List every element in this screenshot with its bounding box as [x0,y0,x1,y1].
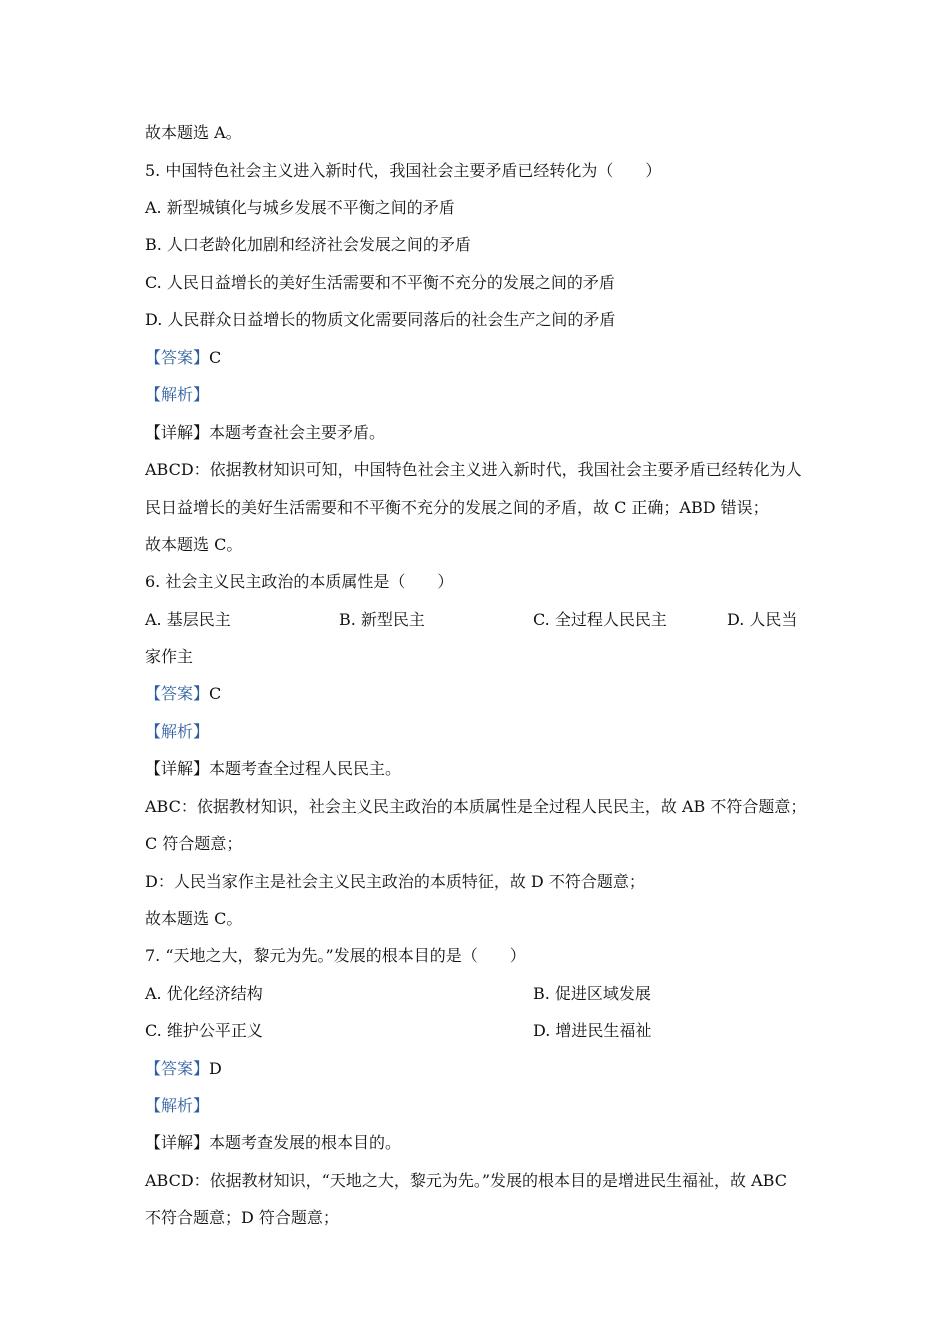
q5-stem: 5. 中国特色社会主义进入新时代，我国社会主要矛盾已经转化为（ ） [145,161,662,180]
q7-option-c: C. 维护公平正义 [145,1021,263,1040]
q7-explanation-line-1: ABCD：依据教材知识，“天地之大，黎元为先。”发展的根本目的是增进民生福祉，故 ABC [145,1171,787,1190]
q7-option-b: B. 促进区域发展 [533,984,651,1003]
q6-explanation-line-3: D：人民当家作主是社会主义民主政治的本质特征，故 D 不符合题意； [145,872,645,891]
q7-option-a: A. 优化经济结构 [145,984,263,1003]
q6-analysis-tag: 【解析】 [145,722,210,741]
q5-option-a: A. 新型城镇化与城乡发展不平衡之间的矛盾 [145,198,455,217]
q6-explanation-line-1: ABC：依据教材知识，社会主义民主政治的本质属性是全过程人民民主，故 AB 不符合题意； [145,797,807,816]
q4-conclusion: 故本题选 A。 [145,123,242,142]
answer-value: C [209,348,222,367]
q5-analysis-tag: 【解析】 [145,385,210,404]
q5-explanation-line-1: ABCD：依据教材知识可知，中国特色社会主义进入新时代，我国社会主要矛盾已经转化为人 [145,460,802,479]
q5-answer [145,346,221,370]
q5-detail: 【详解】本题考查社会主要矛盾。 [145,423,386,442]
q6-option-b: B. 新型民主 [339,610,425,629]
q7-analysis-tag: 【解析】 [145,1096,210,1115]
q5-conclusion: 故本题选 C。 [145,535,243,554]
q6-option-a: A. 基层民主 [145,610,231,629]
q6-option-c: C. 全过程人民民主 [533,610,667,629]
q6-option-d-continued: 家作主 [145,647,194,666]
q6-option-d: D. 人民当 [727,610,798,629]
q7-explanation-line-2: 不符合题意；D 符合题意； [145,1208,339,1227]
q6-answer [145,682,221,706]
q5-option-b: B. 人口老龄化加剧和经济社会发展之间的矛盾 [145,235,471,254]
answer-value: C [209,684,222,703]
q5-option-d: D. 人民群众日益增长的物质文化需要同落后的社会生产之间的矛盾 [145,310,616,329]
answer-tag: 【答案】 [145,348,210,367]
q7-answer [145,1057,222,1081]
q7-stem: 7. “天地之大，黎元为先。”发展的根本目的是（ ） [145,946,526,965]
q6-detail: 【详解】本题考查全过程人民民主。 [145,759,402,778]
q6-conclusion: 故本题选 C。 [145,909,243,928]
q7-detail: 【详解】本题考查发展的根本目的。 [145,1133,402,1152]
q6-stem: 6. 社会主义民主政治的本质属性是（ ） [145,572,454,591]
q5-explanation-line-2: 民日益增长的美好生活需要和不平衡不充分的发展之间的矛盾，故 C 正确；ABD 错误； [145,498,769,517]
answer-tag: 【答案】 [145,684,210,703]
answer-value: D [209,1059,222,1078]
q5-option-c: C. 人民日益增长的美好生活需要和不平衡不充分的发展之间的矛盾 [145,273,615,292]
q7-option-d: D. 增进民生福祉 [533,1021,652,1040]
q6-explanation-line-2: C 符合题意； [145,834,243,853]
answer-tag: 【答案】 [145,1059,210,1078]
